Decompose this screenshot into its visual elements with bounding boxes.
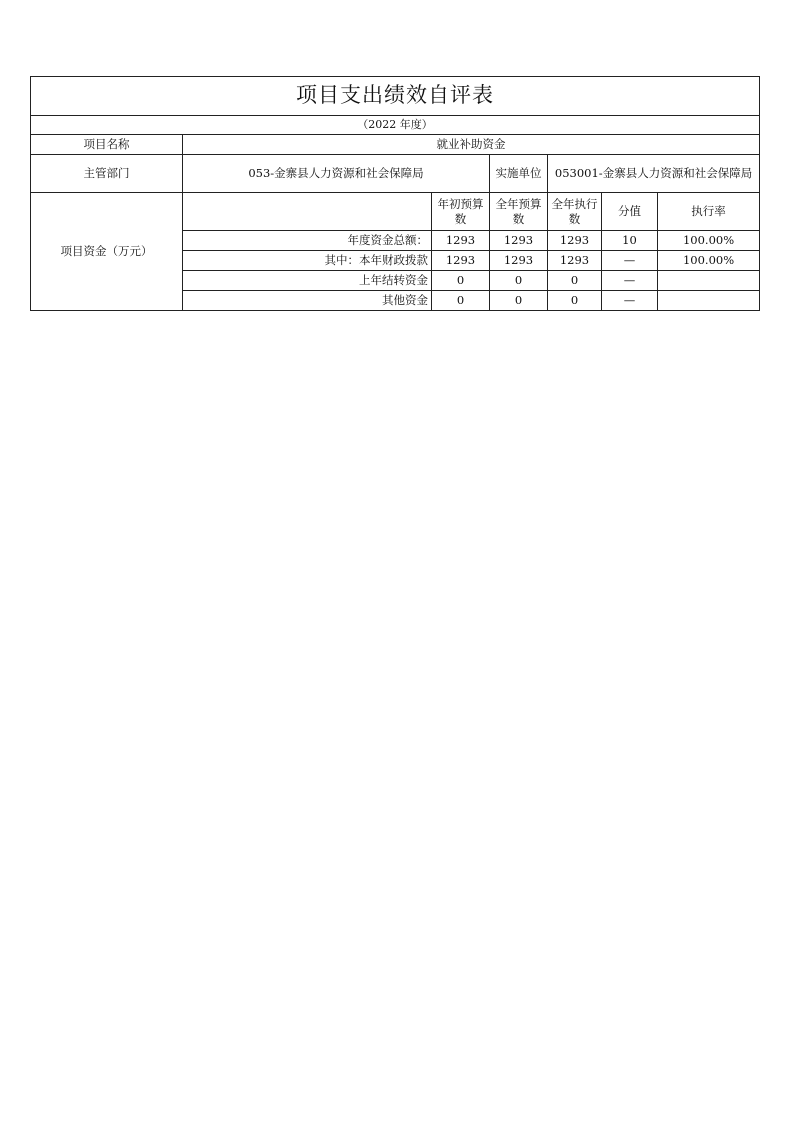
funds-row-label: 其中：本年财政拨款 (183, 251, 432, 271)
funds-cell: 0 (490, 291, 548, 311)
funds-header: 全年预算数 (490, 193, 548, 231)
funds-label: 项目资金（万元） (31, 193, 183, 311)
impl-unit-value: 053001-金寨县人力资源和社会保障局 (548, 155, 760, 193)
funds-cell-rate-score (658, 251, 760, 271)
dept-label: 主管部门 (31, 155, 183, 193)
funds-cell: 1293 (490, 231, 548, 251)
funds-cell: 1293 (548, 231, 602, 251)
funds-row-label: 上年结转资金 (183, 271, 432, 291)
funds-cell: — (602, 291, 658, 311)
project-name-label: 项目名称 (31, 135, 183, 155)
dept-value: 053-金寨县人力资源和社会保障局 (183, 155, 490, 193)
funds-cell: 10 (602, 231, 658, 251)
funds-cell: 1293 (548, 251, 602, 271)
funds-cell: 0 (548, 271, 602, 291)
funds-rate: 100.00% (682, 253, 735, 268)
year-label: （2022 年度） (31, 116, 760, 135)
funds-cell: 1293 (432, 251, 490, 271)
evaluation-table (30, 76, 760, 311)
impl-unit-label: 实施单位 (490, 155, 548, 193)
funds-header: 全年执行数 (548, 193, 602, 231)
project-name-value: 就业补助资金 (183, 135, 760, 155)
funds-row-label: 其他资金 (183, 291, 432, 311)
funds-cell-rate-score (658, 271, 760, 291)
funds-header: 年初预算数 (432, 193, 490, 231)
funds-header-blank (183, 193, 432, 231)
table-title: 项目支出绩效自评表 (31, 77, 760, 116)
funds-cell: 0 (490, 271, 548, 291)
funds-cell: 1293 (432, 231, 490, 251)
funds-header: 分值 (602, 193, 658, 231)
funds-cell-rate-score (658, 291, 760, 311)
funds-cell: 0 (432, 271, 490, 291)
funds-cell: 0 (432, 291, 490, 311)
funds-rate: 100.00% (682, 233, 735, 248)
funds-cell: — (602, 271, 658, 291)
funds-header: 执行率 (691, 204, 726, 219)
funds-cell-rate-score (658, 231, 760, 251)
funds-cell: 0 (548, 291, 602, 311)
funds-row-label: 年度资金总额： (183, 231, 432, 251)
funds-cell: 1293 (490, 251, 548, 271)
funds-cell: — (602, 251, 658, 271)
funds-header-rate-score (658, 193, 760, 231)
